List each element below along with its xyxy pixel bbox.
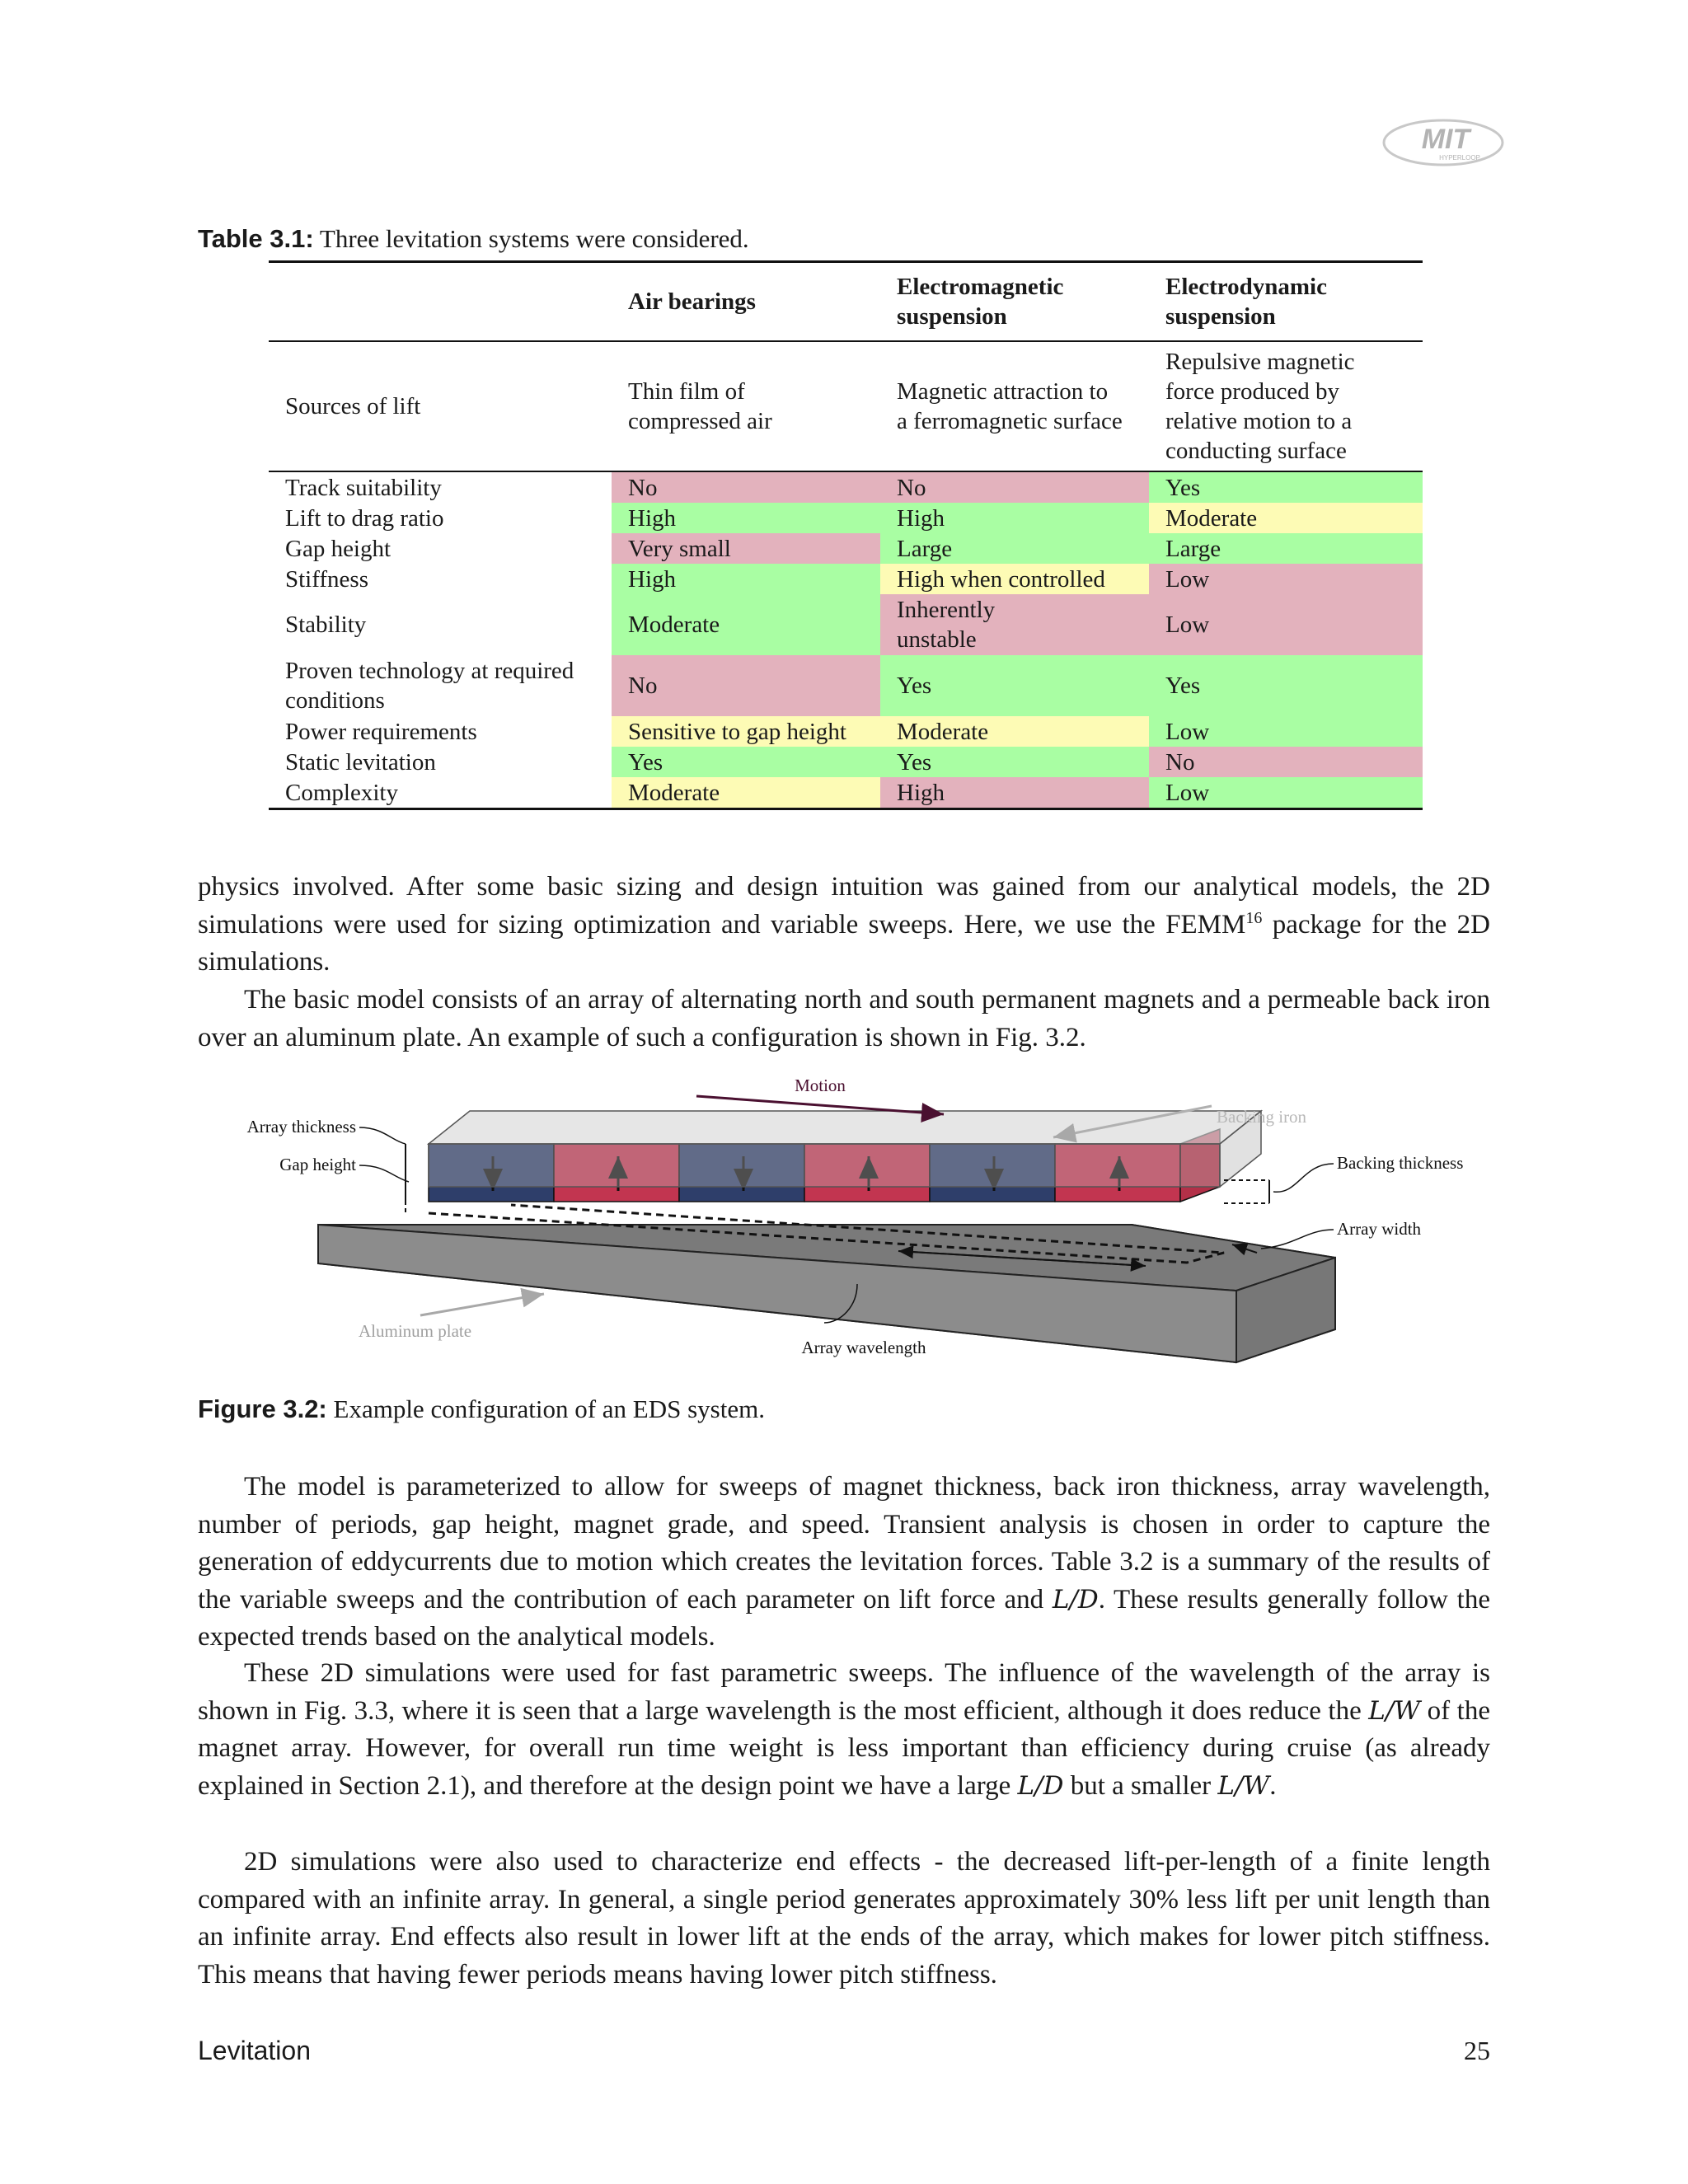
table-row: [269, 564, 1423, 594]
body-paragraph-1: physics involved. After some basic sizing and design intuition was gained from our analytical models, the 2D simulations were used for sizing optimization and variable sweeps. Here, we use the FEMM$^{16}$ package for the 2D simulations.: [198, 872, 1490, 977]
row-label: Stiffness: [285, 565, 368, 593]
body-paragraph-5: 2D simulations were also used to characterize end effects - the decreased lift-per-length of a finite length compared with an infinite array. In general, a single period generates approximately 30% less lift per unit length than an infinite array. End effects also result in lower lift at the ends of the array, which makes for lower pitch stiffness. This means that having fewer periods means having lower pitch stiffness.: [198, 1847, 1490, 1990]
body-paragraph-3: The model is parameterized to allow for sweeps of magnet thickness, back iron thickness, array wavelength, number of periods, gap height, magnet grade, and speed. Transient analysis is chosen in order to capture the generation of eddycurrents due to motion which creates the levitation forces. Table 3.2 is a summary of the results of the variable sweeps and the contribution of each parameter on lift force and L/D. These results generally follow the expected trends based on the analytical models.: [198, 1472, 1490, 1652]
table-row: [269, 533, 1423, 564]
label-array-wavelength: Array wavelength: [801, 1338, 926, 1357]
cell: High: [612, 503, 880, 533]
cell: Moderate: [612, 594, 880, 655]
header-empty: [269, 262, 612, 342]
table-row: [269, 716, 1423, 747]
table-row: [269, 471, 1423, 503]
label-aluminum-plate: Aluminum plate: [359, 1321, 472, 1341]
table-caption-label: Table 3.1:: [198, 224, 314, 253]
cell: Yes: [612, 747, 880, 777]
cell: High: [612, 564, 880, 594]
cell: No: [880, 471, 1149, 503]
figure-caption-label: Figure 3.2:: [198, 1394, 327, 1423]
row-label: Sources of lift: [285, 393, 421, 419]
cell: Low: [1149, 716, 1423, 747]
cell: Yes: [880, 655, 1149, 716]
cell: Thin film of compressed air: [628, 378, 772, 434]
table-row: [269, 655, 1423, 716]
logo-subtext: HYPERLOOP: [1439, 154, 1480, 162]
table-row: [269, 503, 1423, 533]
cell: Moderate: [880, 716, 1149, 747]
figure-caption: [198, 1393, 765, 1426]
logo-text: MIT: [1421, 124, 1470, 155]
eds-configuration-figure: [198, 1071, 1490, 1376]
table-row: [269, 594, 1423, 655]
row-label: Gap height: [285, 535, 392, 562]
cell: High: [880, 503, 1149, 533]
cell: No: [612, 655, 880, 716]
cell: Yes: [1149, 471, 1423, 503]
cell: Low: [1149, 564, 1423, 594]
footer-section-title: Levitation: [198, 2036, 311, 2065]
cell: Inherently unstable: [880, 594, 1149, 655]
row-label: Proven technology at required conditions: [285, 658, 574, 714]
cell: Moderate: [1149, 503, 1423, 533]
mit-hyperloop-logo: [1381, 117, 1505, 168]
table-row: [269, 341, 1423, 471]
row-label: Stability: [285, 612, 367, 638]
aluminum-plate-pointer: [420, 1294, 544, 1315]
backing-iron: [429, 1111, 1261, 1187]
cell: Low: [1149, 777, 1423, 809]
body-paragraph-4: These 2D simulations were used for fast parametric sweeps. The influence of the wavelength of the array is shown in Fig. 3.3, where it is seen that a large wavelength is the most efficient, although it does reduce the L/W of the magnet array. However, for overall run time weight is less important than efficiency during cruise (as already explained in Section 2.1), and therefore at the design point we have a large L/D but a smaller L/W.: [198, 1658, 1490, 1801]
cell: High: [880, 777, 1149, 809]
row-label: Power requirements: [285, 718, 477, 745]
cell: Yes: [1149, 655, 1423, 716]
label-backing-iron: Backing iron: [1217, 1107, 1307, 1127]
cell: No: [612, 471, 880, 503]
levitation-comparison-table: [269, 260, 1423, 810]
cell: Large: [880, 533, 1149, 564]
header-electrodynamic: Electrodynamic suspension: [1165, 274, 1327, 330]
row-label: Static levitation: [285, 748, 436, 776]
cell: Magnetic attraction to a ferromagnetic surface: [897, 378, 1123, 434]
table-header-row: [269, 262, 1423, 342]
table-caption-text: Three levitation systems were considered.: [313, 224, 749, 253]
row-label: Lift to drag ratio: [285, 504, 444, 532]
label-backing-thickness: Backing thickness: [1337, 1153, 1464, 1173]
table-row: [269, 777, 1423, 809]
body-paragraph-2: The basic model consists of an array of alternating north and south permanent magnets and a permeable back iron over an aluminum plate. An example of such a configuration is shown in Fig. 3.2.: [198, 985, 1490, 1052]
cell: Sensitive to gap height: [612, 716, 880, 747]
row-label: Track suitability: [285, 474, 442, 501]
cell: Moderate: [612, 777, 880, 809]
cell: Large: [1149, 533, 1423, 564]
cell: High when controlled: [880, 564, 1149, 594]
figure-caption-text: Example configuration of an EDS system.: [326, 1394, 765, 1423]
label-motion: Motion: [795, 1076, 846, 1095]
header-electromagnetic: Electromagnetic suspension: [897, 274, 1064, 330]
table-row: [269, 747, 1423, 777]
table-caption: [198, 223, 749, 255]
label-gap-height: Gap height: [279, 1155, 356, 1174]
cell: Yes: [880, 747, 1149, 777]
cell: Repulsive magnetic force produced by relative motion to a conducting surface: [1165, 349, 1355, 464]
label-array-width: Array width: [1337, 1219, 1422, 1239]
cell: Very small: [612, 533, 880, 564]
cell: No: [1149, 747, 1423, 777]
row-label: Complexity: [285, 779, 398, 806]
header-air-bearings: Air bearings: [628, 288, 756, 315]
label-array-thickness: Array thickness: [246, 1117, 356, 1137]
cell: Low: [1149, 594, 1423, 655]
page-number: 25: [1464, 2036, 1490, 2065]
